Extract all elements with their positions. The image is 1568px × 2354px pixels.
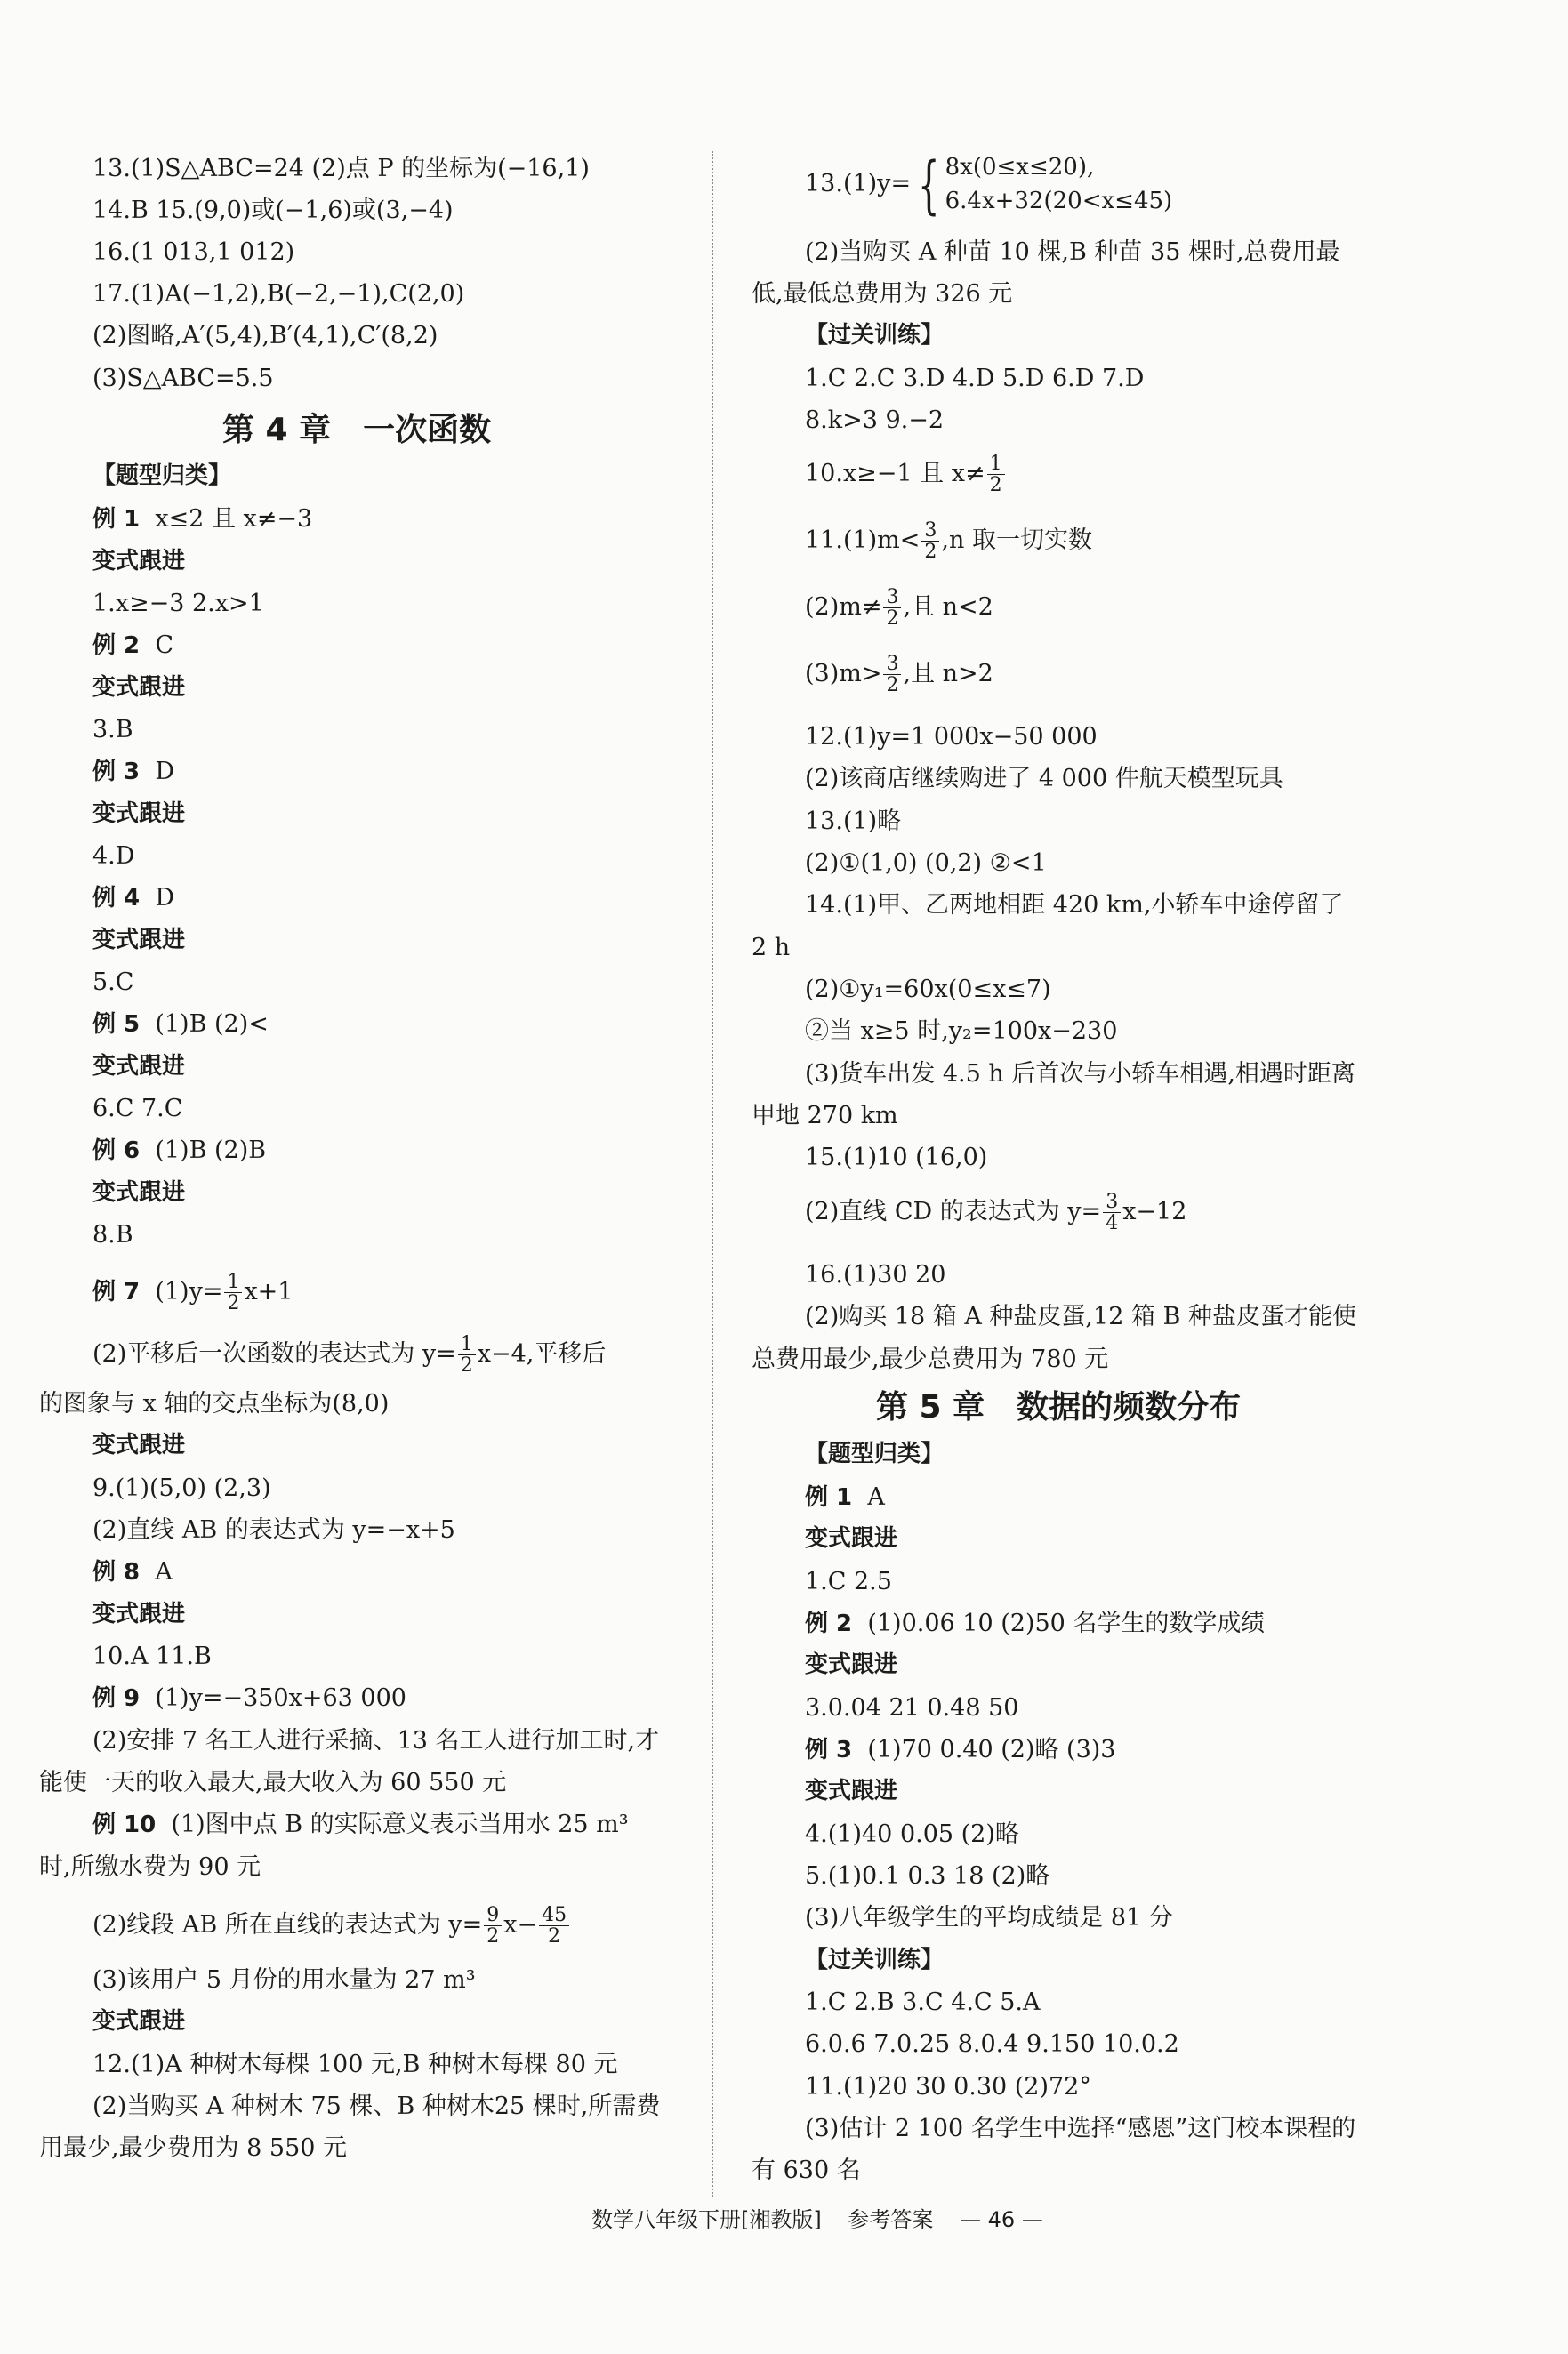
section-tag: 【题型归类】 [805, 1441, 945, 1467]
footer-section: 参考答案 [848, 2207, 934, 2232]
example-label: 例 1 [805, 1484, 853, 1511]
answer-line: (2)①(1,0) (0,2) ②<1 [805, 849, 1047, 877]
answer-line [805, 148, 1173, 221]
example-answer: (1)图中点 B 的实际意义表示当用水 25 m³ [171, 1811, 629, 1838]
answer-line: 用最少,最少费用为 8 550 元 [39, 2134, 348, 2162]
answer-line [92, 1334, 606, 1376]
section-tag: 变式跟进 [92, 1432, 186, 1458]
example-label: 例 9 [92, 1685, 141, 1712]
fraction [224, 1272, 242, 1314]
answer-line: 16.(1 013,1 012) [92, 238, 295, 266]
page-number: — 46 — [960, 2207, 1043, 2232]
answer-line: 甲地 270 km [752, 1102, 898, 1129]
answer-line: (3)该用户 5 月份的用水量为 27 m³ [92, 1966, 476, 1994]
answer-line: 有 630 名 [752, 2157, 861, 2184]
section-tag: 变式跟进 [92, 800, 186, 827]
fraction-numerator: 1 [987, 454, 1005, 475]
piecewise-cases [945, 151, 1173, 218]
section-tag: 变式跟进 [92, 548, 186, 574]
column-divider [712, 151, 713, 2197]
answer-line: (2)购买 18 箱 A 种盐皮蛋,12 箱 B 种盐皮蛋才能使 [805, 1303, 1356, 1330]
case-2: 6.4x+32(20<x≤45) [945, 187, 1173, 214]
answer-line: (3)S△ABC=5.5 [92, 365, 274, 392]
answer-text: x+1 [244, 1278, 293, 1306]
answer-line [92, 1012, 269, 1036]
answer-text: (2)直线 CD 的表达式为 y= [805, 1198, 1102, 1226]
answer-line: 14.(1)甲、乙两地相距 420 km,小轿车中途停留了 [805, 891, 1344, 919]
answer-line [92, 1686, 406, 1710]
example-answer: x≤2 且 x≠−3 [155, 505, 313, 533]
chapter-heading: 第 4 章 一次函数 [222, 412, 492, 448]
fraction-denominator: 2 [486, 1925, 500, 1948]
fraction-denominator: 4 [1106, 1212, 1119, 1235]
answer-line: (2)①y₁=60x(0≤x≤7) [805, 976, 1051, 1003]
answer-line: 的图象与 x 轴的交点坐标为(8,0) [39, 1390, 390, 1418]
section-tag: 【过关训练】 [805, 322, 945, 349]
section-tag: 变式跟进 [92, 1053, 186, 1080]
answer-line: 2 h [752, 934, 791, 961]
answer-line: (2)当购买 A 种树木 75 棵、B 种树木25 棵时,所需费 [92, 2093, 661, 2120]
answer-line: 4.(1)40 0.05 (2)略 [805, 1820, 1019, 1848]
fraction-denominator: 2 [548, 1925, 561, 1948]
answer-text: x−12 [1122, 1198, 1187, 1226]
fraction [1103, 1192, 1121, 1233]
example-answer: (1)0.06 10 (2)50 名学生的数学成绩 [867, 1610, 1266, 1637]
answer-line [92, 1138, 266, 1162]
answer-line [805, 1611, 1265, 1635]
answer-line [805, 454, 1007, 495]
example-label: 例 3 [92, 759, 141, 785]
answer-line: 3.0.04 21 0.48 50 [805, 1694, 1019, 1722]
fraction-numerator: 3 [921, 520, 939, 542]
example-answer: (1)70 0.40 (2)略 (3)3 [867, 1736, 1116, 1763]
answer-line: 12.(1)y=1 000x−50 000 [805, 723, 1098, 751]
answer-line: 17.(1)A(−1,2),B(−2,−1),C(2,0) [92, 280, 465, 308]
answer-line: 13.(1)S△ABC=24 (2)点 P 的坐标为(−16,1) [92, 155, 590, 182]
fraction-numerator: 9 [484, 1905, 502, 1926]
answer-line: 6.C 7.C [92, 1095, 183, 1122]
example-label: 例 3 [805, 1737, 853, 1763]
answer-line: (2)该商店继续购进了 4 000 件航天模型玩具 [805, 765, 1283, 792]
section-tag: 变式跟进 [92, 674, 186, 701]
answer-line: 低,最低总费用为 326 元 [752, 280, 1013, 308]
answer-line: 5.C [92, 968, 134, 996]
example-answer: D [155, 758, 174, 785]
answer-text: ,且 n<2 [903, 593, 993, 622]
answer-line [805, 520, 1092, 562]
fraction [921, 520, 939, 562]
example-answer: (1)y=−350x+63 000 [155, 1684, 406, 1712]
case-1: 8x(0≤x≤20), [945, 154, 1095, 181]
answer-line: (2)当购买 A 种苗 10 棵,B 种苗 35 棵时,总费用最 [805, 238, 1340, 266]
answer-line: 时,所缴水费为 90 元 [39, 1853, 261, 1881]
answer-text: (1)y= [155, 1278, 223, 1306]
fraction-denominator: 2 [989, 474, 1002, 497]
answer-line: 16.(1)30 20 [805, 1261, 946, 1289]
answer-line: 1.C 2.5 [805, 1568, 892, 1595]
example-label: 例 10 [92, 1812, 157, 1838]
fraction [539, 1905, 569, 1947]
answer-line: 3.B [92, 716, 133, 743]
fraction-numerator: 1 [458, 1334, 476, 1355]
answer-line [92, 507, 312, 531]
section-tag: 变式跟进 [805, 1651, 898, 1678]
answer-line: 14.B 15.(9,0)或(−1,6)或(3,−4) [92, 197, 454, 224]
example-label: 例 7 [92, 1279, 141, 1306]
section-tag: 变式跟进 [805, 1525, 898, 1552]
answer-line [92, 1560, 173, 1584]
fraction-denominator: 2 [227, 1292, 240, 1315]
example-answer: A [867, 1483, 885, 1511]
answer-line [805, 587, 993, 629]
example-answer: C [155, 631, 173, 659]
answer-line: 6.0.6 7.0.25 8.0.4 9.150 10.0.2 [805, 2030, 1179, 2058]
section-tag: 变式跟进 [92, 2008, 186, 2035]
answer-text: x− [503, 1911, 538, 1940]
footer-book-title: 数学八年级下册[湘教版] [591, 2207, 822, 2232]
answer-line: (3)货车出发 4.5 h 后首次与小轿车相遇,相遇时距离 [805, 1060, 1355, 1088]
answer-line [92, 1272, 293, 1314]
example-label: 例 6 [92, 1137, 141, 1164]
fraction-denominator: 2 [924, 541, 937, 564]
example-answer: A [155, 1558, 173, 1586]
fraction-denominator: 2 [886, 607, 899, 631]
answer-text: ,且 n>2 [903, 660, 993, 688]
example-label: 例 8 [92, 1559, 141, 1586]
answer-text: x−4,平移后 [477, 1340, 607, 1369]
answer-line [92, 1905, 571, 1947]
section-tag: 变式跟进 [92, 1179, 186, 1206]
answer-text: 11.(1)m< [805, 526, 921, 555]
answer-line [805, 1192, 1186, 1233]
example-label: 例 2 [805, 1611, 853, 1637]
answer-line: 9.(1)(5,0) (2,3) [92, 1474, 271, 1502]
answer-line: 15.(1)10 (16,0) [805, 1144, 988, 1171]
answer-line: 5.(1)0.1 0.3 18 (2)略 [805, 1862, 1050, 1890]
answer-text: (2)平移后一次函数的表达式为 y= [92, 1340, 456, 1369]
section-tag: 变式跟进 [92, 927, 186, 953]
answer-line: 10.A 11.B [92, 1643, 212, 1670]
answer-line: (2)安排 7 名工人进行采摘、13 名工人进行加工时,才 [92, 1727, 660, 1755]
answer-line: 8.B [92, 1221, 133, 1249]
answer-text: 13.(1)y= [805, 170, 912, 198]
answer-line [92, 633, 173, 657]
fraction-denominator: 2 [886, 674, 899, 697]
answer-line: (2)直线 AB 的表达式为 y=−x+5 [92, 1516, 455, 1544]
answer-line: 4.D [92, 842, 135, 870]
example-label: 例 5 [92, 1011, 141, 1038]
page-footer [591, 2202, 1063, 2233]
answer-line [805, 1485, 885, 1509]
answer-text: (2)m≠ [805, 593, 882, 622]
piecewise-function [911, 148, 1173, 221]
example-answer: (1)B (2)B [155, 1137, 267, 1164]
answer-line: 能使一天的收入最大,最大收入为 60 550 元 [39, 1769, 507, 1796]
answer-text: 10.x≥−1 且 x≠ [805, 460, 985, 488]
fraction [883, 654, 901, 695]
example-answer: D [155, 884, 174, 912]
answer-text: (2)线段 AB 所在直线的表达式为 y= [92, 1911, 483, 1940]
answer-line: (3)八年级学生的平均成绩是 81 分 [805, 1904, 1173, 1932]
answer-line: 1.C 2.C 3.D 4.D 5.D 6.D 7.D [805, 365, 1145, 392]
fraction [987, 454, 1005, 495]
example-answer: (1)B (2)< [155, 1010, 269, 1038]
answer-line: 1.x≥−3 2.x>1 [92, 590, 264, 617]
answer-line: 总费用最少,最少总费用为 780 元 [752, 1346, 1109, 1373]
fraction [458, 1334, 476, 1376]
answer-line [805, 1738, 1115, 1762]
answer-line [92, 759, 174, 783]
fraction-numerator: 3 [883, 654, 901, 675]
fraction-denominator: 2 [460, 1354, 473, 1378]
section-tag: 变式跟进 [805, 1778, 898, 1804]
section-tag: 变式跟进 [92, 1601, 186, 1627]
example-label: 例 4 [92, 885, 141, 912]
section-tag: 【过关训练】 [805, 1947, 945, 1973]
answer-line: ②当 x≥5 时,y₂=100x−230 [805, 1017, 1118, 1045]
answer-line [92, 886, 174, 910]
example-label: 例 2 [92, 632, 141, 659]
left-brace: { [918, 148, 940, 221]
answer-line: (2)图略,A′(5,4),B′(4,1),C′(8,2) [92, 322, 438, 349]
answer-line: 11.(1)20 30 0.30 (2)72° [805, 2073, 1091, 2101]
answer-line: 13.(1)略 [805, 807, 902, 835]
fraction-numerator: 3 [1103, 1192, 1121, 1213]
answer-line: 8.k>3 9.−2 [805, 406, 945, 434]
fraction-numerator: 45 [539, 1905, 569, 1926]
answer-line: 12.(1)A 种树木每棵 100 元,B 种树木每棵 80 元 [92, 2051, 618, 2078]
answer-line [805, 654, 993, 695]
answer-line: (3)估计 2 100 名学生中选择“感恩”这门校本课程的 [805, 2115, 1356, 2142]
fraction-numerator: 1 [224, 1272, 242, 1293]
answer-text: (3)m> [805, 660, 882, 688]
fraction [883, 587, 901, 629]
chapter-heading: 第 5 章 数据的频数分布 [876, 1389, 1242, 1426]
fraction-numerator: 3 [883, 587, 901, 608]
example-label: 例 1 [92, 506, 141, 533]
answer-line [92, 1812, 629, 1836]
section-tag: 【题型归类】 [92, 462, 232, 489]
answer-text: ,n 取一切实数 [941, 526, 1092, 555]
fraction [484, 1905, 502, 1947]
answer-line: 1.C 2.B 3.C 4.C 5.A [805, 1988, 1041, 2016]
